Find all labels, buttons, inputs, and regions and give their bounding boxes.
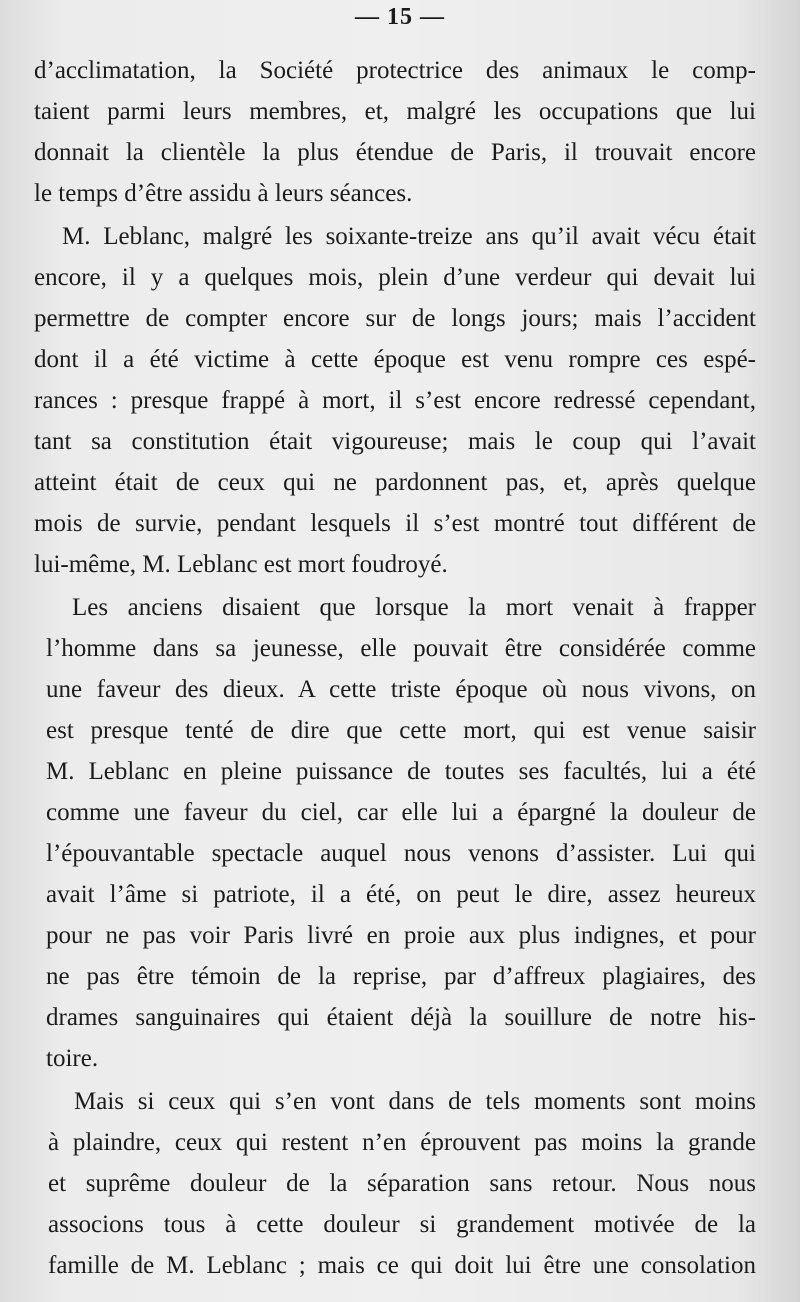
text-line: ne pas être témoin de la reprise, par d’affreux plagiaires, des (46, 963, 756, 990)
text-line: comme une faveur du ciel, car elle lui a épargné la douleur de (46, 799, 756, 826)
text-line: M. Leblanc en pleine puissance de toutes ses facultés, lui a été (46, 758, 756, 785)
paragraph-4 (48, 1081, 756, 1286)
text-line: Mais si ceux qui s’en vont dans de tels moments sont moins (74, 1088, 756, 1115)
text-line: rances : presque frappé à mort, il s’est encore redressé cependant, (34, 387, 756, 414)
text-line: atteint était de ceux qui ne pardonnent pas, et, après quelque (34, 469, 756, 496)
text-line: toire. (46, 1045, 99, 1072)
text-line: lui-même, M. Leblanc est mort foudroyé. (34, 551, 448, 578)
text-line: dont il a été victime à cette époque est venu rompre ces espé- (34, 346, 756, 373)
text-line: associons tous à cette douleur si grandement motivée de la (48, 1211, 756, 1238)
text-line: mois de survie, pendant lesquels il s’est montré tout différent de (34, 510, 756, 537)
text-line: encore, il y a quelques mois, plein d’une verdeur qui devait lui (34, 264, 756, 291)
text-line: drames sanguinaires qui étaient déjà la souillure de notre his- (46, 1004, 756, 1031)
text-line: est presque tenté de dire que cette mort, qui est venue saisir (46, 717, 756, 744)
text-line: M. Leblanc, malgré les soixante-treize ans qu’il avait vécu était (62, 223, 756, 250)
paragraph-2 (34, 216, 756, 585)
text-line: avait l’âme si patriote, il a été, on peut le dire, assez heureux (46, 881, 756, 908)
text-line: d’acclimatation, la Société protectrice des animaux le comp- (34, 57, 756, 84)
text-line: Les anciens disaient que lorsque la mort venait à frapper (72, 594, 756, 621)
text-line: famille de M. Leblanc ; mais ce qui doit lui être une consolation (48, 1252, 756, 1279)
text-line: l’homme dans sa jeunesse, elle pouvait être considérée comme (46, 635, 756, 662)
text-line: pour ne pas voir Paris livré en proie aux plus indignes, et pour (46, 922, 756, 949)
text-line: donnait la clientèle la plus étendue de Paris, il trouvait encore (34, 139, 756, 166)
text-line: une faveur des dieux. A cette triste époque où nous vivons, on (46, 676, 756, 703)
text-line: tant sa constitution était vigoureuse; mais le coup qui l’avait (34, 428, 756, 455)
text-line: taient parmi leurs membres, et, malgré les occupations que lui (34, 98, 756, 125)
text-line: à plaindre, ceux qui restent n’en éprouvent pas moins la grande (48, 1129, 756, 1156)
text-line: et suprême douleur de la séparation sans retour. Nous nous (48, 1170, 756, 1197)
page-number: — 15 — (355, 4, 445, 30)
body-text (34, 50, 756, 1292)
text-line: permettre de compter encore sur de longs jours; mais l’accident (34, 305, 756, 332)
text-line: le temps d’être assidu à leurs séances. (34, 180, 413, 207)
text-line: l’épouvantable spectacle auquel nous venons d’assister. Lui qui (46, 840, 756, 867)
paragraph-3 (46, 587, 756, 1079)
paragraph-1 (34, 50, 756, 214)
